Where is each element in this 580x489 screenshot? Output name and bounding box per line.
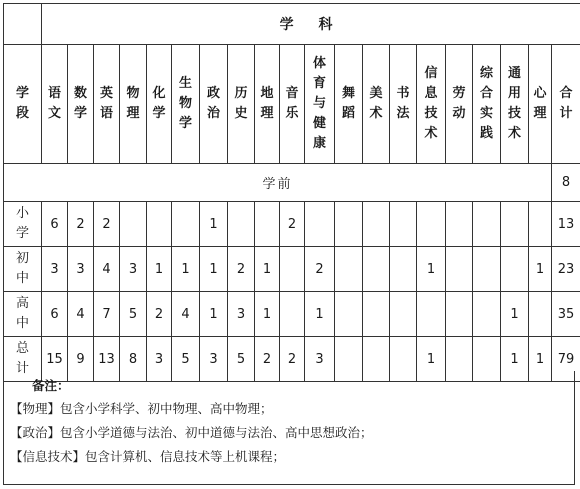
subject-header-label: 政治 — [206, 84, 221, 124]
subject-header-15 — [446, 45, 473, 164]
value-cell: 4 — [172, 292, 200, 337]
value-cell: 2 — [280, 337, 305, 382]
subject-header-label: 语文 — [47, 84, 62, 124]
note-line: 【物理】包含小学科学、初中物理、高中物理； — [10, 397, 568, 421]
preschool-total: 8 — [552, 164, 580, 202]
subject-header-label: 数学 — [73, 84, 88, 124]
subject-header-label: 英语 — [99, 84, 114, 124]
subject-header-14 — [417, 45, 446, 164]
subject-header-label: 美术 — [369, 84, 384, 124]
value-cell: 1 — [200, 202, 228, 247]
value-cell: 5 — [228, 337, 255, 382]
value-cell: 2 — [305, 247, 335, 292]
value-cell: 3 — [120, 247, 147, 292]
table-row — [4, 202, 580, 247]
subject-header-label: 综合实践 — [479, 64, 494, 144]
subject-header-0 — [42, 45, 68, 164]
subject-header-1 — [68, 45, 94, 164]
value-cell — [390, 202, 417, 247]
stage-cell — [4, 247, 42, 292]
subject-header-label: 信息技术 — [424, 64, 439, 144]
value-cell: 1 — [172, 247, 200, 292]
value-cell: 3 — [200, 337, 228, 382]
value-cell: 13 — [94, 337, 120, 382]
value-cell — [335, 247, 363, 292]
value-cell: 1 — [147, 247, 172, 292]
value-cell — [446, 292, 473, 337]
total-column-header — [552, 45, 580, 164]
table-row — [4, 247, 580, 292]
value-cell: 2 — [280, 202, 305, 247]
value-cell: 1 — [200, 247, 228, 292]
value-cell — [529, 202, 552, 247]
value-cell — [446, 247, 473, 292]
subject-header-label: 通用技术 — [507, 64, 522, 144]
value-cell: 3 — [68, 247, 94, 292]
subject-header-label: 书法 — [396, 84, 411, 124]
value-cell: 1 — [200, 292, 228, 337]
value-cell: 1 — [529, 337, 552, 382]
value-cell: 1 — [417, 247, 446, 292]
value-cell — [390, 292, 417, 337]
value-cell: 1 — [255, 292, 280, 337]
value-cell: 15 — [42, 337, 68, 382]
subject-group-title: 学 科 — [42, 4, 580, 45]
value-cell: 1 — [305, 292, 335, 337]
value-cell — [280, 292, 305, 337]
subject-header-4 — [147, 45, 172, 164]
value-cell — [335, 292, 363, 337]
notes-lines — [10, 397, 568, 469]
value-cell: 3 — [228, 292, 255, 337]
subject-header-17 — [501, 45, 529, 164]
subject-header-label: 劳动 — [452, 84, 467, 124]
note-line: 【信息技术】包含计算机、信息技术等上机课程； — [10, 445, 568, 469]
value-cell — [120, 202, 147, 247]
value-cell — [501, 202, 529, 247]
value-cell — [446, 202, 473, 247]
subject-header-6 — [200, 45, 228, 164]
value-cell — [501, 247, 529, 292]
value-cell: 4 — [94, 247, 120, 292]
subject-header-label: 地理 — [260, 84, 275, 124]
subject-header-8 — [255, 45, 280, 164]
value-cell: 8 — [120, 337, 147, 382]
row-total-cell: 79 — [552, 337, 580, 382]
row-total-cell: 35 — [552, 292, 580, 337]
preschool-row — [4, 164, 580, 202]
value-cell — [417, 292, 446, 337]
stage-label: 总计 — [15, 339, 30, 379]
data-rows — [4, 202, 580, 382]
value-cell — [280, 247, 305, 292]
value-cell: 5 — [172, 337, 200, 382]
value-cell: 3 — [42, 247, 68, 292]
stage-label: 小学 — [15, 204, 30, 244]
value-cell: 2 — [94, 202, 120, 247]
subject-header-label: 物理 — [126, 84, 141, 124]
value-cell — [335, 202, 363, 247]
value-cell: 3 — [147, 337, 172, 382]
subject-header-13 — [390, 45, 417, 164]
value-cell — [473, 292, 501, 337]
subject-header-5 — [172, 45, 200, 164]
value-cell: 4 — [68, 292, 94, 337]
stage-cell — [4, 202, 42, 247]
stage-label: 初中 — [15, 249, 30, 289]
stage-cell — [4, 292, 42, 337]
note-line: 【政治】包含小学道德与法治、初中道德与法治、高中思想政治； — [10, 421, 568, 445]
subject-table — [3, 3, 580, 382]
value-cell — [363, 292, 390, 337]
value-cell: 1 — [501, 292, 529, 337]
value-cell — [172, 202, 200, 247]
subject-header-label: 心理 — [533, 84, 548, 124]
subject-header-label: 体育与健康 — [312, 54, 327, 154]
value-cell — [473, 202, 501, 247]
subject-header-label: 生物学 — [178, 74, 193, 134]
stage-label: 高中 — [15, 294, 30, 334]
subject-table-document — [1, 1, 579, 487]
subject-header-9 — [280, 45, 305, 164]
subject-header-10 — [305, 45, 335, 164]
notes-section — [3, 371, 575, 485]
value-cell — [363, 247, 390, 292]
subject-header-7 — [228, 45, 255, 164]
value-cell: 7 — [94, 292, 120, 337]
row-total-cell: 13 — [552, 202, 580, 247]
value-cell — [363, 202, 390, 247]
header-row-top — [4, 4, 580, 45]
value-cell: 2 — [147, 292, 172, 337]
value-cell — [473, 247, 501, 292]
value-cell: 3 — [305, 337, 335, 382]
value-cell: 1 — [501, 337, 529, 382]
subject-header-18 — [529, 45, 552, 164]
value-cell — [228, 202, 255, 247]
header-row-subjects — [4, 45, 580, 164]
corner-cell — [4, 4, 42, 45]
subject-header-label: 音乐 — [285, 84, 300, 124]
value-cell: 9 — [68, 337, 94, 382]
subject-header-16 — [473, 45, 501, 164]
total-column-label: 合计 — [559, 84, 574, 124]
subject-header-11 — [335, 45, 363, 164]
subject-header-label: 化学 — [152, 84, 167, 124]
value-cell: 2 — [255, 337, 280, 382]
subject-header-3 — [120, 45, 147, 164]
value-cell: 6 — [42, 292, 68, 337]
notes-title: 备注： — [32, 375, 568, 397]
value-cell: 1 — [529, 247, 552, 292]
value-cell: 6 — [42, 202, 68, 247]
row-total-cell: 23 — [552, 247, 580, 292]
value-cell — [529, 292, 552, 337]
preschool-label: 学前 — [4, 164, 552, 202]
table-row — [4, 292, 580, 337]
subject-header-label: 舞蹈 — [341, 84, 356, 124]
subject-header-12 — [363, 45, 390, 164]
stage-column-header: 学段 — [4, 45, 42, 164]
value-cell: 2 — [68, 202, 94, 247]
subject-header-label: 历史 — [234, 84, 249, 124]
subject-header-2 — [94, 45, 120, 164]
value-cell — [417, 202, 446, 247]
value-cell: 5 — [120, 292, 147, 337]
value-cell — [305, 202, 335, 247]
value-cell: 1 — [255, 247, 280, 292]
value-cell: 1 — [417, 337, 446, 382]
value-cell: 2 — [228, 247, 255, 292]
value-cell — [147, 202, 172, 247]
value-cell — [390, 247, 417, 292]
value-cell — [255, 202, 280, 247]
